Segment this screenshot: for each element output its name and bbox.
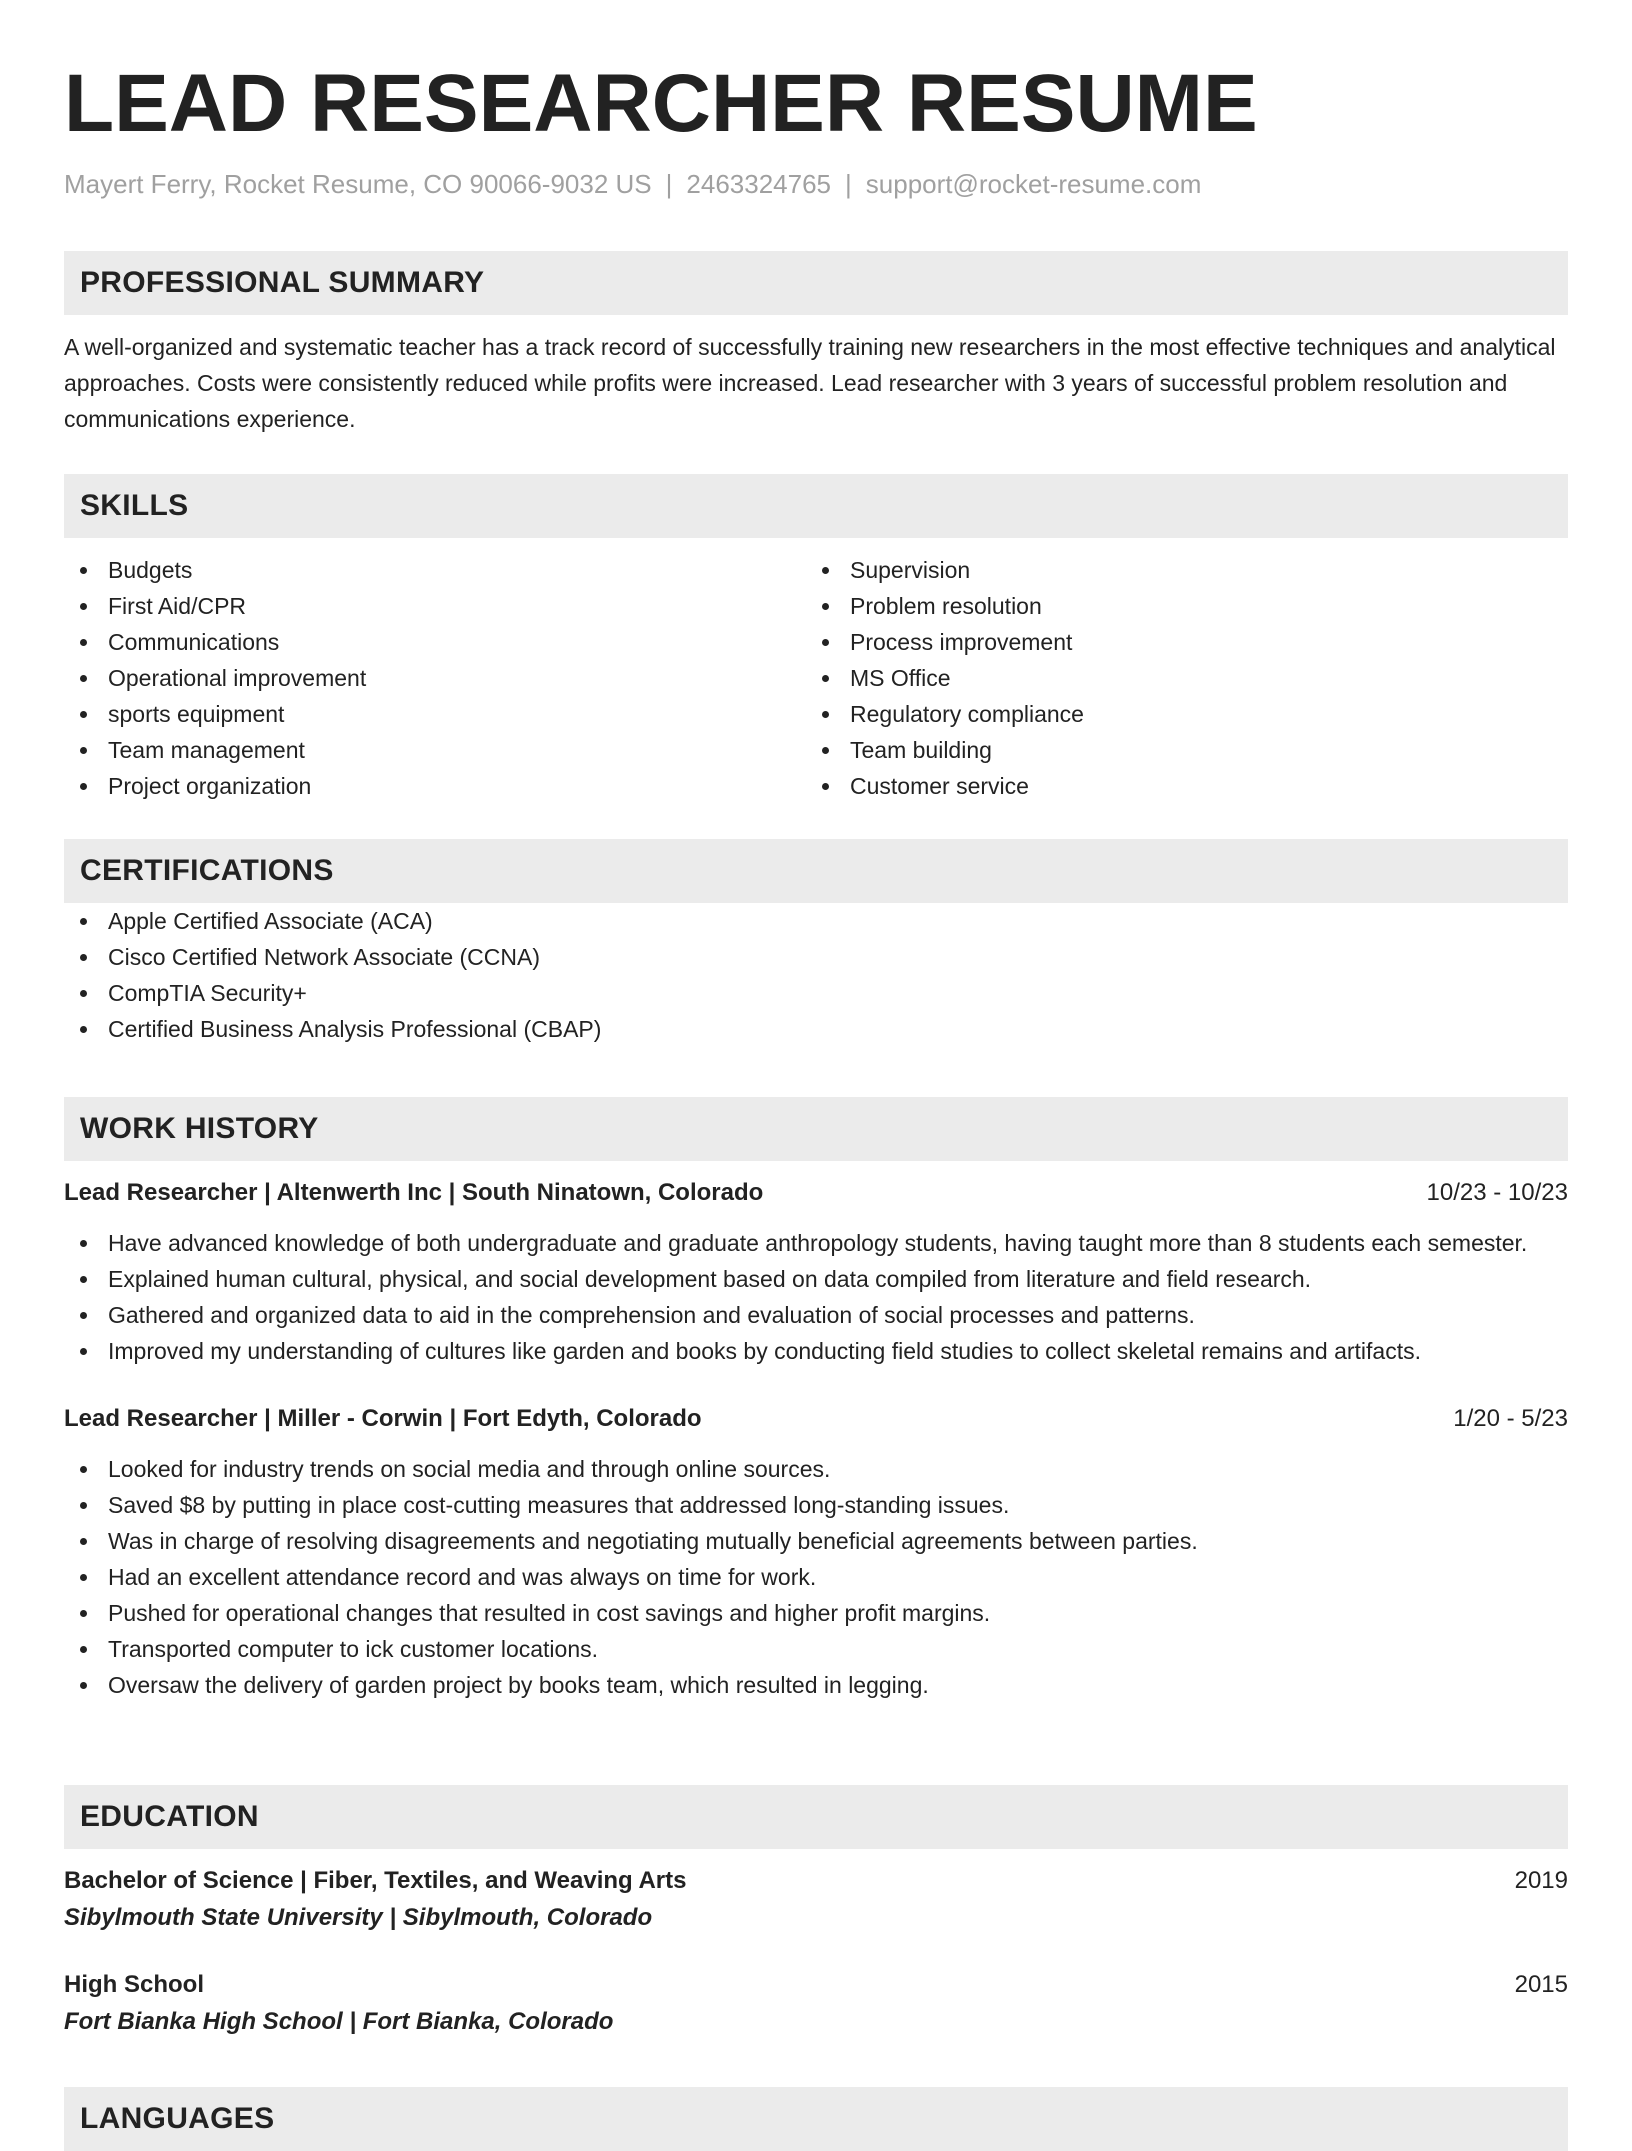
job-bullet: Transported computer to ick customer locations. [64,1631,1568,1667]
skill-item: sports equipment [64,696,806,732]
skill-item: Team building [806,732,1548,768]
skills-right-list [806,552,1548,804]
education-degree: High School [64,1971,204,1998]
job-title: Lead Researcher | Miller - Corwin | Fort Edyth, Colorado [64,1405,702,1432]
job-bullet: Oversaw the delivery of garden project by books team, which resulted in legging. [64,1667,1568,1703]
job-bullets [64,1225,1568,1369]
contact-separator: | [845,169,852,199]
education-year: 2019 [1514,1867,1568,1894]
skill-item: Regulatory compliance [806,696,1548,732]
contact-email: support@rocket-resume.com [865,169,1202,199]
education-entry-header [64,1863,1568,1899]
skill-item: MS Office [806,660,1548,696]
skill-item: Project organization [64,768,806,804]
certification-item: Certified Business Analysis Professional (CBAP) [64,1011,1568,1047]
certifications-header [64,839,1568,903]
job-title: Lead Researcher | Altenwerth Inc | South Ninatown, Colorado [64,1179,764,1206]
education-entry [64,1863,1568,1937]
skill-item: Supervision [806,552,1548,588]
skill-item: Customer service [806,768,1548,804]
summary-section [64,251,1568,437]
skill-item: Problem resolution [806,588,1548,624]
skill-item: Operational improvement [64,660,806,696]
skills-left-list [64,552,806,804]
job-bullet: Saved $8 by putting in place cost-cutting measures that addressed long-standing issues. [64,1487,1568,1523]
education-entry [64,1967,1568,2041]
education-degree: Bachelor of Science | Fiber, Textiles, and Weaving Arts [64,1867,687,1894]
job-bullet: Looked for industry trends on social media and through online sources. [64,1451,1568,1487]
resume-title: LEAD RESEARCHER RESUME [64,58,1258,149]
education-school: Sibylmouth State University | Sibylmouth, Colorado [64,1904,653,1931]
skills-columns [64,552,1568,804]
job-bullet: Gathered and organized data to aid in the comprehension and evaluation of social processes and patterns. [64,1297,1568,1333]
certifications-list [64,903,1568,1047]
job-dates: 1/20 - 5/23 [1453,1405,1568,1432]
languages-heading: LANGUAGES [80,2102,275,2135]
skills-header [64,474,1568,538]
education-heading: EDUCATION [80,1800,259,1833]
education-year: 2015 [1514,1971,1568,1998]
job-header [64,1175,1568,1211]
skills-section [64,474,1568,804]
skills-heading: SKILLS [80,489,189,522]
skill-item: Process improvement [806,624,1548,660]
skill-item: Team management [64,732,806,768]
summary-heading: PROFESSIONAL SUMMARY [80,266,485,299]
contact-separator: | [665,169,673,199]
certifications-heading: CERTIFICATIONS [80,854,334,887]
job-bullet: Have advanced knowledge of both undergraduate and graduate anthropology students, having taught more than 8 students each semester. [64,1225,1568,1261]
languages-section [64,2087,1568,2151]
job-entry [64,1401,1568,1703]
education-header [64,1785,1568,1849]
skill-item: First Aid/CPR [64,588,806,624]
certifications-section [64,839,1568,1047]
skill-item: Budgets [64,552,806,588]
certification-item: Cisco Certified Network Associate (CCNA) [64,939,1568,975]
contact-line [64,166,1201,202]
job-header [64,1401,1568,1437]
contact-phone: 2463324765 [686,169,832,199]
education-section [64,1785,1568,2041]
certification-item: Apple Certified Associate (ACA) [64,903,1568,939]
job-bullet: Was in charge of resolving disagreements and negotiating mutually beneficial agreements between parties. [64,1523,1568,1559]
job-entry [64,1175,1568,1369]
work-history-header [64,1097,1568,1161]
contact-address: Mayert Ferry, Rocket Resume, CO 90066-9032 US [64,169,652,199]
education-school: Fort Bianka High School | Fort Bianka, Colorado [64,2008,614,2035]
certification-item: CompTIA Security+ [64,975,1568,1011]
job-bullet: Pushed for operational changes that resulted in cost savings and higher profit margins. [64,1595,1568,1631]
job-bullet: Explained human cultural, physical, and social development based on data compiled from literature and field research. [64,1261,1568,1297]
job-bullets [64,1451,1568,1703]
summary-text: A well-organized and systematic teacher has a track record of successfully training new researchers in the most effective techniques and analytical approaches. Costs were consistently reduced while profits were increased. Lead researcher with 3 years of successful problem resolution and communications experience. [64,334,1556,432]
skill-item: Communications [64,624,806,660]
job-bullet: Improved my understanding of cultures like garden and books by conducting field studies to collect skeletal remains and artifacts. [64,1333,1568,1369]
languages-header [64,2087,1568,2151]
summary-header [64,251,1568,315]
job-dates: 10/23 - 10/23 [1426,1179,1568,1206]
education-entry-header [64,1967,1568,2003]
work-history-section [64,1097,1568,1703]
job-bullet: Had an excellent attendance record and was always on time for work. [64,1559,1568,1595]
work-history-heading: WORK HISTORY [80,1112,319,1145]
